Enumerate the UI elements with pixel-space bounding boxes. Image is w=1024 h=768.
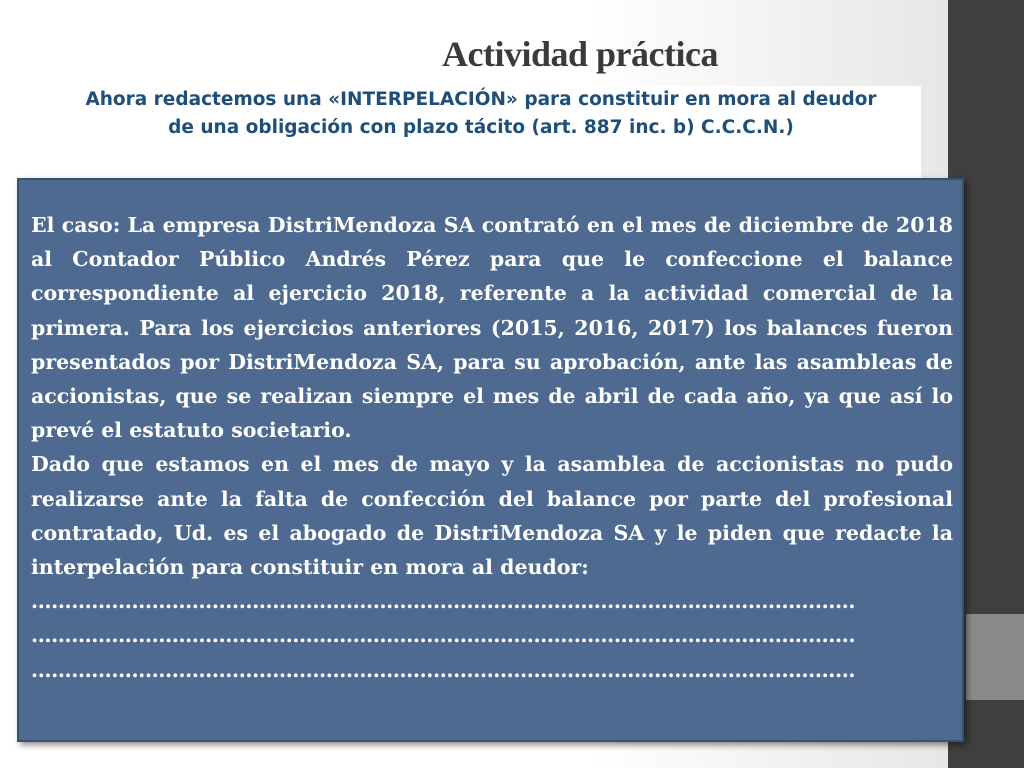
slide-title: Actividad práctica xyxy=(442,34,718,74)
blank-answer-line: …………………………………………………………………………………………………………… xyxy=(31,589,856,614)
blank-answer-line: …………………………………………………………………………………………………………… xyxy=(31,623,856,648)
case-paragraph-2: Dado que estamos en el mes de mayo y la asamblea de accionistas no pudo realizarse ante la falta de confección del balance por parte del profesional contratado, Ud. es el abogado de DistriMendoza SA y le piden que redacte la interpelación para constituir en mora al deudor: xyxy=(31,452,953,580)
slide-subtitle: Ahora redactemos una «INTERPELACIÓN» para constituir en mora al deudor de una obligación con plazo tácito (art. 887 inc. b) C.C.C.N.) xyxy=(85,89,877,138)
case-text-box xyxy=(17,178,964,742)
right-decorative-accent xyxy=(966,614,1024,700)
case-paragraph-1: El caso: La empresa DistriMendoza SA contrató en el mes de diciembre de 2018 al Contador Público Andrés Pérez para que le confeccione el balance correspondiente al ejercicio 2018, referente a la actividad comercial de la primera. Para los ejercicios anteriores (2015, 2016, 2017) los balances fueron presentados por DistriMendoza SA, para su aprobación, ante las asambleas de accionistas, que se realizan siempre el mes de abril de cada año, ya que así lo prevé el estatuto societario. xyxy=(31,213,953,443)
blank-answer-line: …………………………………………………………………………………………………………… xyxy=(31,657,856,682)
case-text xyxy=(31,208,953,687)
